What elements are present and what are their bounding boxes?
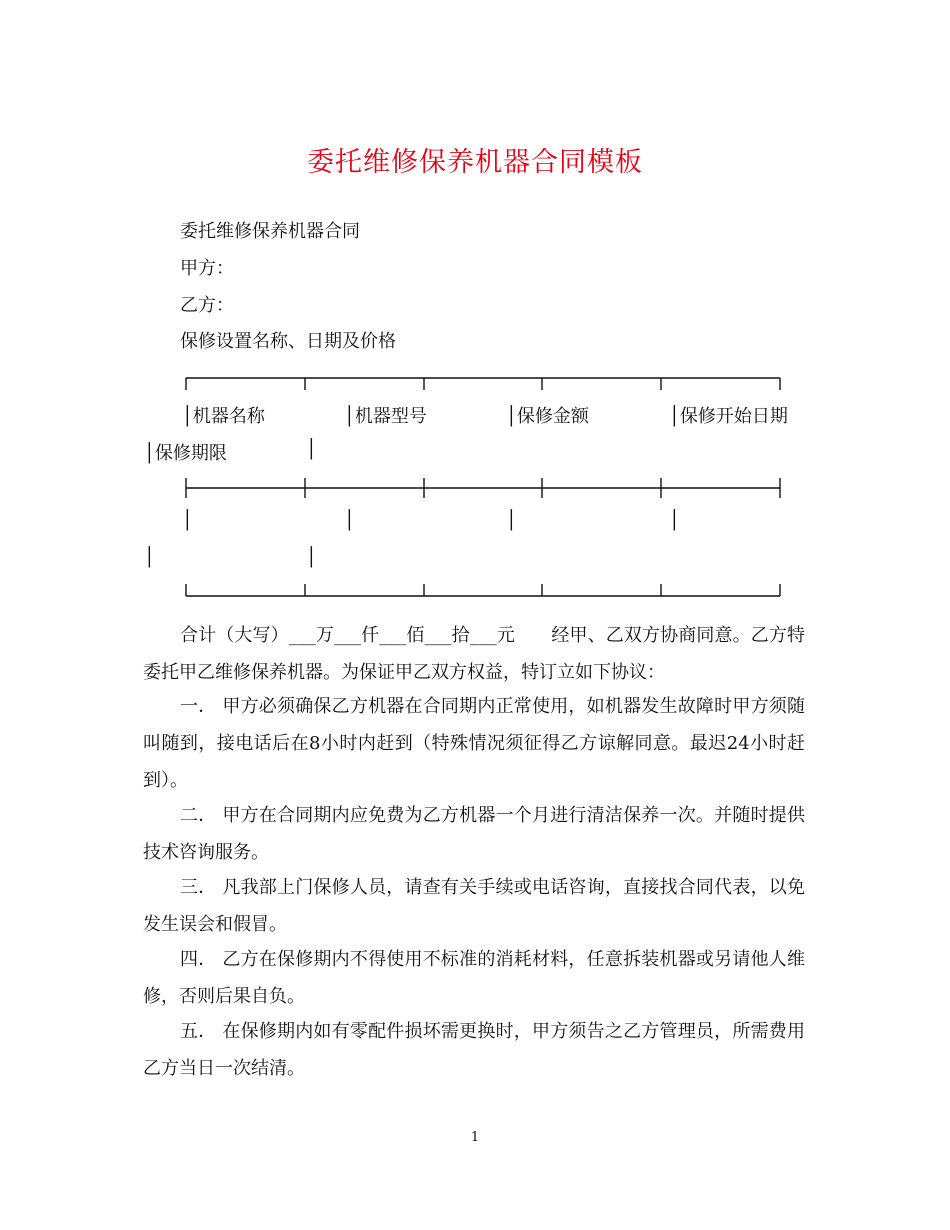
table-header-cell: │机器型号 [344, 406, 427, 427]
clause-3: 三． 凡我部上门保修人员，请查有关手续或电话咨询，直接找合同代表，以免发生误会和假冒。 [143, 877, 805, 935]
contract-subtitle: 委托维修保养机器合同 [180, 221, 360, 242]
table-header-cell: │保修期限 [144, 443, 227, 464]
table-empty-cell: │ [506, 510, 517, 531]
table-empty-cell: │ [306, 547, 317, 568]
page-number: 1 [470, 1130, 480, 1145]
party-b-label: 乙方： [180, 295, 234, 316]
table-empty-cell: │ [344, 510, 355, 531]
table-empty-cell: │ [669, 510, 680, 531]
party-a-label: 甲方： [180, 258, 234, 279]
table-empty-cell: │ [182, 510, 193, 531]
table-header-cell: │ [306, 439, 317, 460]
table-header-cell: │机器名称 [182, 406, 265, 427]
device-heading: 保修设置名称、日期及价格 [180, 331, 396, 352]
clause-5: 五． 在保修期内如有零配件损坏需更换时，甲方须告之乙方管理员，所需费用乙方当日一次结清。 [143, 1021, 805, 1079]
clause-4: 四． 乙方在保修期内不得使用不标准的消耗材料，任意拆装机器或另请他人维修，否则后果自负。 [143, 949, 805, 1007]
table-empty-cell: │ [144, 547, 155, 568]
total-paragraph: 合计（大写）___万___仟___佰___拾___元 经甲、乙双方协商同意。乙方特委托甲乙维修保养机器。为保证甲乙双方权益，特订立如下协议： [143, 625, 805, 683]
clause-1: 一． 甲方必须确保乙方机器在合同期内正常使用，如机器发生故障时甲方须随叫随到，接电话后在8小时内赶到（特殊情况须征得乙方谅解同意。最迟24小时赶到）。 [143, 696, 805, 791]
table-header-cell: │保修金额 [506, 406, 589, 427]
table-header-cell: │保修开始日期 [669, 406, 788, 427]
document-title: 委托维修保养机器合同模板 [307, 147, 643, 178]
clause-2: 二． 甲方在合同期内应免费为乙方机器一个月进行清洁保养一次。并随时提供技术咨询服务。 [143, 805, 805, 863]
warranty-table [140, 370, 820, 610]
